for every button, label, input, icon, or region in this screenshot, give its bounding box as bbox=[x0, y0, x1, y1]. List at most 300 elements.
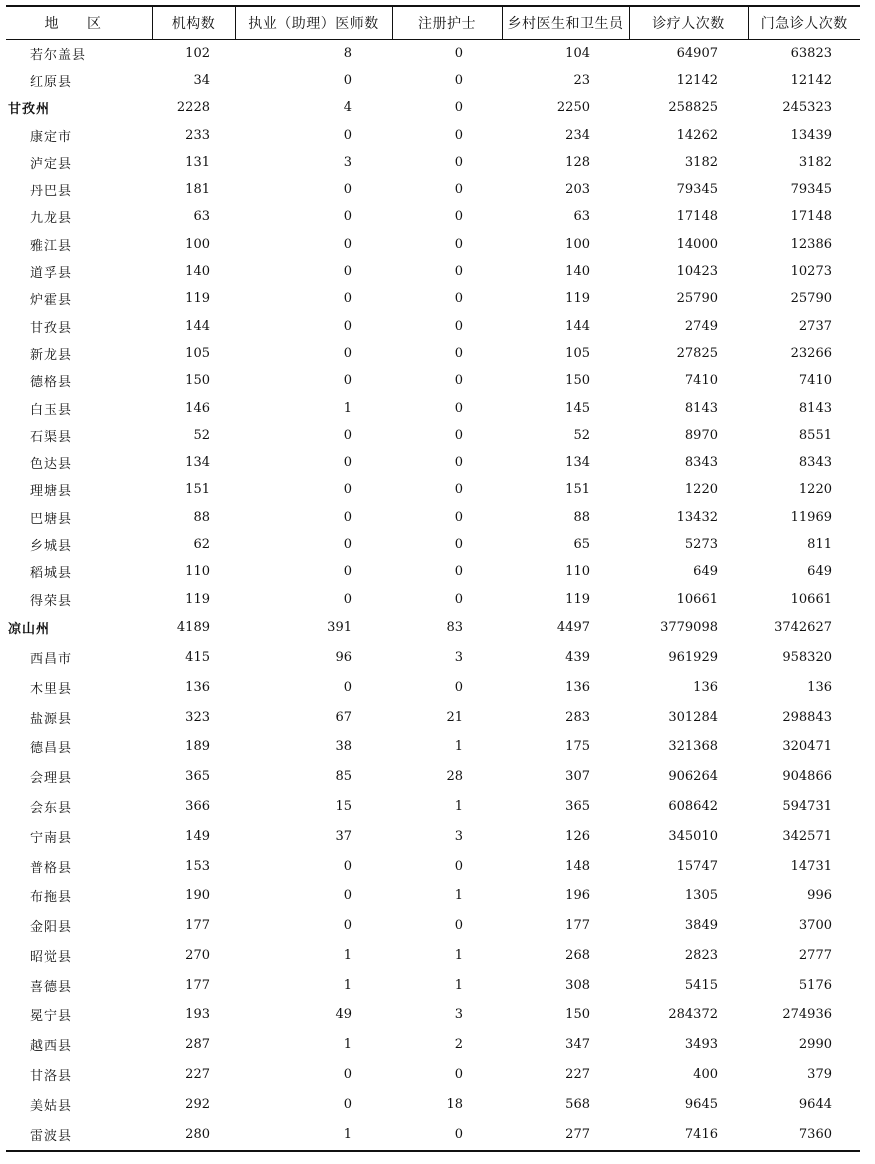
cell-visits: 258825 bbox=[668, 100, 718, 116]
cell-region-name: 巴塘县 bbox=[30, 511, 73, 527]
cell-village-doctors: 439 bbox=[565, 649, 590, 665]
cell-village-doctors: 151 bbox=[565, 482, 590, 498]
cell-outpatient-visits: 594731 bbox=[782, 798, 832, 814]
cell-physicians: 0 bbox=[343, 564, 352, 580]
cell-outpatient-visits: 10273 bbox=[790, 264, 832, 280]
cell-physicians: 0 bbox=[343, 1067, 352, 1083]
cell-visits: 64907 bbox=[676, 45, 718, 61]
cell-institutions: 151 bbox=[185, 482, 210, 498]
cell-nurses: 0 bbox=[454, 127, 463, 143]
cell-village-doctors: 308 bbox=[565, 977, 590, 993]
region-row bbox=[6, 94, 860, 121]
cell-institutions: 181 bbox=[185, 182, 210, 198]
cell-outpatient-visits: 811 bbox=[807, 536, 832, 552]
cell-nurses: 0 bbox=[454, 236, 463, 252]
header-nurses: 注册护士 bbox=[392, 6, 502, 39]
cell-outpatient-visits: 13439 bbox=[790, 127, 832, 143]
table-row bbox=[6, 585, 860, 612]
table-body bbox=[6, 39, 860, 1149]
cell-nurses: 83 bbox=[446, 620, 463, 636]
cell-outpatient-visits: 274936 bbox=[782, 1007, 832, 1023]
cell-physicians: 0 bbox=[343, 318, 352, 334]
cell-village-doctors: 203 bbox=[565, 182, 590, 198]
cell-physicians: 0 bbox=[343, 888, 352, 904]
cell-physicians: 1 bbox=[343, 977, 352, 993]
cell-visits: 3849 bbox=[684, 918, 718, 934]
region-row bbox=[6, 613, 860, 643]
cell-physicians: 0 bbox=[343, 427, 352, 443]
cell-nurses: 3 bbox=[454, 1007, 463, 1023]
cell-nurses: 3 bbox=[454, 649, 463, 665]
cell-institutions: 270 bbox=[185, 947, 210, 963]
cell-nurses: 0 bbox=[454, 154, 463, 170]
cell-outpatient-visits: 8143 bbox=[798, 400, 832, 416]
cell-nurses: 1 bbox=[454, 798, 463, 814]
cell-nurses: 0 bbox=[454, 100, 463, 116]
table-row bbox=[6, 531, 860, 558]
cell-village-doctors: 65 bbox=[573, 536, 590, 552]
cell-outpatient-visits: 7360 bbox=[798, 1126, 832, 1142]
cell-physicians: 0 bbox=[343, 373, 352, 389]
table-row bbox=[6, 911, 860, 941]
cell-institutions: 233 bbox=[185, 127, 210, 143]
statistics-table-container bbox=[6, 5, 860, 1149]
cell-institutions: 140 bbox=[185, 264, 210, 280]
cell-institutions: 34 bbox=[193, 72, 210, 88]
cell-physicians: 0 bbox=[343, 455, 352, 471]
cell-institutions: 105 bbox=[185, 345, 210, 361]
cell-institutions: 102 bbox=[185, 45, 210, 61]
cell-institutions: 323 bbox=[185, 709, 210, 725]
cell-institutions: 100 bbox=[185, 236, 210, 252]
cell-region-name: 稻城县 bbox=[30, 566, 73, 582]
cell-visits: 10423 bbox=[676, 264, 718, 280]
cell-physicians: 0 bbox=[343, 509, 352, 525]
cell-physicians: 49 bbox=[335, 1007, 352, 1023]
cell-visits: 5273 bbox=[684, 536, 718, 552]
cell-nurses: 21 bbox=[446, 709, 463, 725]
cell-physicians: 67 bbox=[335, 709, 352, 725]
cell-village-doctors: 277 bbox=[565, 1126, 590, 1142]
cell-outpatient-visits: 136 bbox=[807, 679, 832, 695]
table-row bbox=[6, 702, 860, 732]
table-row bbox=[6, 1119, 860, 1149]
cell-region-name: 喜德县 bbox=[30, 979, 73, 995]
cell-village-doctors: 234 bbox=[565, 127, 590, 143]
cell-village-doctors: 105 bbox=[565, 345, 590, 361]
cell-region-name: 德昌县 bbox=[30, 741, 73, 757]
cell-institutions: 150 bbox=[185, 373, 210, 389]
cell-outpatient-visits: 2737 bbox=[798, 318, 832, 334]
cell-region-name: 木里县 bbox=[30, 681, 73, 697]
cell-village-doctors: 126 bbox=[565, 828, 590, 844]
cell-region-name: 九龙县 bbox=[30, 211, 73, 227]
cell-village-doctors: 347 bbox=[565, 1037, 590, 1053]
cell-institutions: 4189 bbox=[176, 620, 210, 636]
cell-physicians: 0 bbox=[343, 72, 352, 88]
cell-outpatient-visits: 63823 bbox=[790, 45, 832, 61]
cell-outpatient-visits: 7410 bbox=[798, 373, 832, 389]
cell-visits: 27825 bbox=[676, 345, 718, 361]
table-row bbox=[6, 558, 860, 585]
cell-visits: 17148 bbox=[676, 209, 718, 225]
table-row bbox=[6, 941, 860, 971]
cell-physicians: 37 bbox=[335, 828, 352, 844]
cell-outpatient-visits: 23266 bbox=[790, 345, 832, 361]
cell-physicians: 1 bbox=[343, 1037, 352, 1053]
cell-village-doctors: 23 bbox=[573, 72, 590, 88]
cell-institutions: 119 bbox=[185, 591, 210, 607]
cell-physicians: 0 bbox=[343, 679, 352, 695]
cell-region-name: 道孚县 bbox=[30, 266, 73, 282]
cell-region-name: 德格县 bbox=[30, 375, 73, 391]
cell-institutions: 177 bbox=[185, 977, 210, 993]
cell-nurses: 2 bbox=[454, 1037, 463, 1053]
table-row bbox=[6, 285, 860, 312]
cell-institutions: 177 bbox=[185, 918, 210, 934]
header-institutions: 机构数 bbox=[152, 6, 235, 39]
table-row bbox=[6, 970, 860, 1000]
table-row bbox=[6, 231, 860, 258]
cell-nurses: 0 bbox=[454, 182, 463, 198]
cell-region-name: 康定市 bbox=[30, 129, 73, 145]
header-village-doctors: 乡村医生和卫生员 bbox=[502, 6, 629, 39]
cell-region-name: 布拖县 bbox=[30, 890, 73, 906]
cell-village-doctors: 177 bbox=[565, 918, 590, 934]
cell-institutions: 110 bbox=[185, 564, 210, 580]
cell-institutions: 144 bbox=[185, 318, 210, 334]
cell-visits: 10661 bbox=[676, 591, 718, 607]
cell-institutions: 119 bbox=[185, 291, 210, 307]
table-row bbox=[6, 762, 860, 792]
cell-village-doctors: 100 bbox=[565, 236, 590, 252]
cell-village-doctors: 119 bbox=[565, 591, 590, 607]
cell-outpatient-visits: 11969 bbox=[790, 509, 832, 525]
cell-village-doctors: 365 bbox=[565, 798, 590, 814]
cell-nurses: 0 bbox=[454, 858, 463, 874]
cell-physicians: 0 bbox=[343, 1096, 352, 1112]
cell-region-name: 色达县 bbox=[30, 457, 73, 473]
cell-physicians: 96 bbox=[335, 649, 352, 665]
cell-physicians: 1 bbox=[343, 400, 352, 416]
cell-nurses: 0 bbox=[454, 564, 463, 580]
cell-institutions: 189 bbox=[185, 739, 210, 755]
cell-nurses: 0 bbox=[454, 373, 463, 389]
cell-visits: 345010 bbox=[668, 828, 718, 844]
cell-visits: 3779098 bbox=[660, 620, 718, 636]
cell-physicians: 0 bbox=[343, 918, 352, 934]
cell-region-name: 理塘县 bbox=[30, 484, 73, 500]
cell-institutions: 287 bbox=[185, 1037, 210, 1053]
cell-institutions: 366 bbox=[185, 798, 210, 814]
cell-village-doctors: 307 bbox=[565, 769, 590, 785]
cell-visits: 2823 bbox=[684, 947, 718, 963]
table-row bbox=[6, 1000, 860, 1030]
cell-outpatient-visits: 958320 bbox=[782, 649, 832, 665]
cell-physicians: 0 bbox=[343, 536, 352, 552]
table-header bbox=[6, 6, 860, 39]
cell-region-name: 雷波县 bbox=[30, 1128, 73, 1144]
cell-nurses: 0 bbox=[454, 45, 463, 61]
cell-village-doctors: 150 bbox=[565, 1007, 590, 1023]
table-row bbox=[6, 121, 860, 148]
cell-visits: 321368 bbox=[668, 739, 718, 755]
cell-nurses: 0 bbox=[454, 1067, 463, 1083]
cell-outpatient-visits: 3742627 bbox=[774, 620, 832, 636]
cell-nurses: 0 bbox=[454, 536, 463, 552]
table-row bbox=[6, 394, 860, 421]
cell-region-name: 泸定县 bbox=[30, 156, 73, 172]
cell-nurses: 0 bbox=[454, 509, 463, 525]
cell-nurses: 0 bbox=[454, 72, 463, 88]
cell-visits: 5415 bbox=[684, 977, 718, 993]
cell-visits: 14000 bbox=[676, 236, 718, 252]
cell-village-doctors: 268 bbox=[565, 947, 590, 963]
cell-institutions: 190 bbox=[185, 888, 210, 904]
cell-village-doctors: 2250 bbox=[556, 100, 590, 116]
table-row bbox=[6, 367, 860, 394]
cell-village-doctors: 134 bbox=[565, 455, 590, 471]
cell-village-doctors: 128 bbox=[565, 154, 590, 170]
cell-village-doctors: 110 bbox=[565, 564, 590, 580]
cell-nurses: 0 bbox=[454, 209, 463, 225]
cell-nurses: 1 bbox=[454, 977, 463, 993]
cell-region-name: 丹巴县 bbox=[30, 184, 73, 200]
cell-outpatient-visits: 904866 bbox=[782, 769, 832, 785]
table-row bbox=[6, 821, 860, 851]
cell-region-name: 若尔盖县 bbox=[30, 47, 87, 63]
cell-nurses: 0 bbox=[454, 679, 463, 695]
cell-physicians: 0 bbox=[343, 209, 352, 225]
cell-region-name: 凉山州 bbox=[8, 622, 51, 638]
cell-visits: 79345 bbox=[676, 182, 718, 198]
cell-region-name: 红原县 bbox=[30, 74, 73, 90]
cell-region-name: 石渠县 bbox=[30, 429, 73, 445]
cell-visits: 7410 bbox=[684, 373, 718, 389]
cell-nurses: 1 bbox=[454, 888, 463, 904]
table-row bbox=[6, 672, 860, 702]
cell-outpatient-visits: 12386 bbox=[790, 236, 832, 252]
cell-visits: 608642 bbox=[668, 798, 718, 814]
cell-outpatient-visits: 298843 bbox=[782, 709, 832, 725]
cell-visits: 15747 bbox=[676, 858, 718, 874]
cell-nurses: 0 bbox=[454, 482, 463, 498]
cell-outpatient-visits: 245323 bbox=[782, 100, 832, 116]
cell-region-name: 得荣县 bbox=[30, 593, 73, 609]
cell-village-doctors: 88 bbox=[573, 509, 590, 525]
cell-physicians: 0 bbox=[343, 291, 352, 307]
table-row bbox=[6, 732, 860, 762]
cell-village-doctors: 150 bbox=[565, 373, 590, 389]
cell-village-doctors: 145 bbox=[565, 400, 590, 416]
cell-physicians: 0 bbox=[343, 345, 352, 361]
cell-visits: 961929 bbox=[668, 649, 718, 665]
cell-institutions: 149 bbox=[185, 828, 210, 844]
cell-institutions: 134 bbox=[185, 455, 210, 471]
cell-village-doctors: 104 bbox=[565, 45, 590, 61]
cell-visits: 301284 bbox=[668, 709, 718, 725]
cell-institutions: 62 bbox=[193, 536, 210, 552]
table-row bbox=[6, 39, 860, 67]
cell-nurses: 18 bbox=[446, 1096, 463, 1112]
cell-village-doctors: 227 bbox=[565, 1067, 590, 1083]
cell-physicians: 8 bbox=[343, 45, 352, 61]
cell-institutions: 2228 bbox=[176, 100, 210, 116]
cell-region-name: 乡城县 bbox=[30, 538, 73, 554]
cell-region-name: 美姑县 bbox=[30, 1098, 73, 1114]
cell-region-name: 会东县 bbox=[30, 800, 73, 816]
cell-visits: 13432 bbox=[676, 509, 718, 525]
cell-region-name: 昭觉县 bbox=[30, 949, 73, 965]
cell-outpatient-visits: 320471 bbox=[782, 739, 832, 755]
table-row bbox=[6, 149, 860, 176]
cell-village-doctors: 136 bbox=[565, 679, 590, 695]
health-statistics-table bbox=[6, 5, 860, 1149]
cell-village-doctors: 568 bbox=[565, 1096, 590, 1112]
cell-outpatient-visits: 2990 bbox=[798, 1037, 832, 1053]
cell-village-doctors: 148 bbox=[565, 858, 590, 874]
cell-institutions: 136 bbox=[185, 679, 210, 695]
cell-visits: 9645 bbox=[684, 1096, 718, 1112]
cell-nurses: 0 bbox=[454, 318, 463, 334]
cell-village-doctors: 119 bbox=[565, 291, 590, 307]
cell-nurses: 28 bbox=[446, 769, 463, 785]
cell-institutions: 131 bbox=[185, 154, 210, 170]
table-row bbox=[6, 476, 860, 503]
cell-visits: 14262 bbox=[676, 127, 718, 143]
cell-region-name: 甘洛县 bbox=[30, 1069, 73, 1085]
cell-outpatient-visits: 14731 bbox=[790, 858, 832, 874]
cell-village-doctors: 283 bbox=[565, 709, 590, 725]
cell-nurses: 0 bbox=[454, 455, 463, 471]
cell-outpatient-visits: 649 bbox=[807, 564, 832, 580]
cell-institutions: 63 bbox=[193, 209, 210, 225]
table-row bbox=[6, 449, 860, 476]
cell-visits: 400 bbox=[693, 1067, 718, 1083]
cell-outpatient-visits: 2777 bbox=[798, 947, 832, 963]
cell-physicians: 4 bbox=[343, 100, 352, 116]
cell-institutions: 365 bbox=[185, 769, 210, 785]
table-row bbox=[6, 1030, 860, 1060]
cell-nurses: 1 bbox=[454, 947, 463, 963]
cell-outpatient-visits: 8343 bbox=[798, 455, 832, 471]
cell-nurses: 0 bbox=[454, 918, 463, 934]
header-region: 地 区 bbox=[6, 6, 152, 39]
cell-physicians: 85 bbox=[335, 769, 352, 785]
cell-region-name: 越西县 bbox=[30, 1039, 73, 1055]
cell-nurses: 0 bbox=[454, 264, 463, 280]
cell-visits: 906264 bbox=[668, 769, 718, 785]
cell-outpatient-visits: 3700 bbox=[798, 918, 832, 934]
cell-region-name: 冕宁县 bbox=[30, 1009, 73, 1025]
cell-outpatient-visits: 17148 bbox=[790, 209, 832, 225]
cell-visits: 7416 bbox=[684, 1126, 718, 1142]
cell-region-name: 甘孜县 bbox=[30, 320, 73, 336]
cell-visits: 8970 bbox=[684, 427, 718, 443]
cell-village-doctors: 196 bbox=[565, 888, 590, 904]
cell-outpatient-visits: 3182 bbox=[798, 154, 832, 170]
cell-outpatient-visits: 9644 bbox=[798, 1096, 832, 1112]
cell-village-doctors: 144 bbox=[565, 318, 590, 334]
cell-outpatient-visits: 342571 bbox=[782, 828, 832, 844]
cell-nurses: 0 bbox=[454, 400, 463, 416]
cell-outpatient-visits: 5176 bbox=[798, 977, 832, 993]
cell-physicians: 0 bbox=[343, 182, 352, 198]
table-row bbox=[6, 643, 860, 673]
cell-outpatient-visits: 10661 bbox=[790, 591, 832, 607]
bottom-rule bbox=[6, 1150, 860, 1152]
table-row bbox=[6, 1060, 860, 1090]
cell-visits: 2749 bbox=[684, 318, 718, 334]
cell-visits: 8343 bbox=[684, 455, 718, 471]
cell-village-doctors: 63 bbox=[573, 209, 590, 225]
table-row bbox=[6, 340, 860, 367]
cell-visits: 284372 bbox=[668, 1007, 718, 1023]
cell-physicians: 3 bbox=[343, 154, 352, 170]
table-row bbox=[6, 176, 860, 203]
cell-visits: 649 bbox=[693, 564, 718, 580]
cell-outpatient-visits: 1220 bbox=[798, 482, 832, 498]
cell-village-doctors: 4497 bbox=[556, 620, 590, 636]
cell-institutions: 227 bbox=[185, 1067, 210, 1083]
table-row bbox=[6, 203, 860, 230]
cell-region-name: 雅江县 bbox=[30, 238, 73, 254]
cell-village-doctors: 52 bbox=[573, 427, 590, 443]
table-row bbox=[6, 792, 860, 822]
table-row bbox=[6, 312, 860, 339]
cell-institutions: 415 bbox=[185, 649, 210, 665]
cell-visits: 25790 bbox=[676, 291, 718, 307]
cell-physicians: 0 bbox=[343, 591, 352, 607]
cell-region-name: 西昌市 bbox=[30, 651, 73, 667]
cell-physicians: 1 bbox=[343, 947, 352, 963]
cell-region-name: 甘孜州 bbox=[8, 102, 51, 118]
cell-region-name: 白玉县 bbox=[30, 402, 73, 418]
cell-institutions: 153 bbox=[185, 858, 210, 874]
header-outpatient-visits: 门急诊人次数 bbox=[748, 6, 860, 39]
table-row bbox=[6, 851, 860, 881]
cell-outpatient-visits: 12142 bbox=[790, 72, 832, 88]
cell-institutions: 280 bbox=[185, 1126, 210, 1142]
cell-nurses: 3 bbox=[454, 828, 463, 844]
cell-outpatient-visits: 8551 bbox=[798, 427, 832, 443]
cell-institutions: 88 bbox=[193, 509, 210, 525]
cell-visits: 136 bbox=[693, 679, 718, 695]
cell-region-name: 会理县 bbox=[30, 771, 73, 787]
cell-nurses: 0 bbox=[454, 427, 463, 443]
table-row bbox=[6, 504, 860, 531]
cell-region-name: 炉霍县 bbox=[30, 293, 73, 309]
cell-institutions: 146 bbox=[185, 400, 210, 416]
cell-nurses: 0 bbox=[454, 1126, 463, 1142]
cell-outpatient-visits: 25790 bbox=[790, 291, 832, 307]
cell-institutions: 292 bbox=[185, 1096, 210, 1112]
table-row bbox=[6, 258, 860, 285]
cell-institutions: 52 bbox=[193, 427, 210, 443]
cell-outpatient-visits: 379 bbox=[807, 1067, 832, 1083]
cell-physicians: 0 bbox=[343, 264, 352, 280]
header-physicians: 执业（助理）医师数 bbox=[235, 6, 392, 39]
cell-outpatient-visits: 79345 bbox=[790, 182, 832, 198]
header-row bbox=[6, 6, 860, 39]
cell-visits: 3493 bbox=[684, 1037, 718, 1053]
cell-physicians: 1 bbox=[343, 1126, 352, 1142]
table-row bbox=[6, 422, 860, 449]
cell-institutions: 193 bbox=[185, 1007, 210, 1023]
cell-visits: 3182 bbox=[684, 154, 718, 170]
cell-visits: 12142 bbox=[676, 72, 718, 88]
cell-physicians: 0 bbox=[343, 482, 352, 498]
